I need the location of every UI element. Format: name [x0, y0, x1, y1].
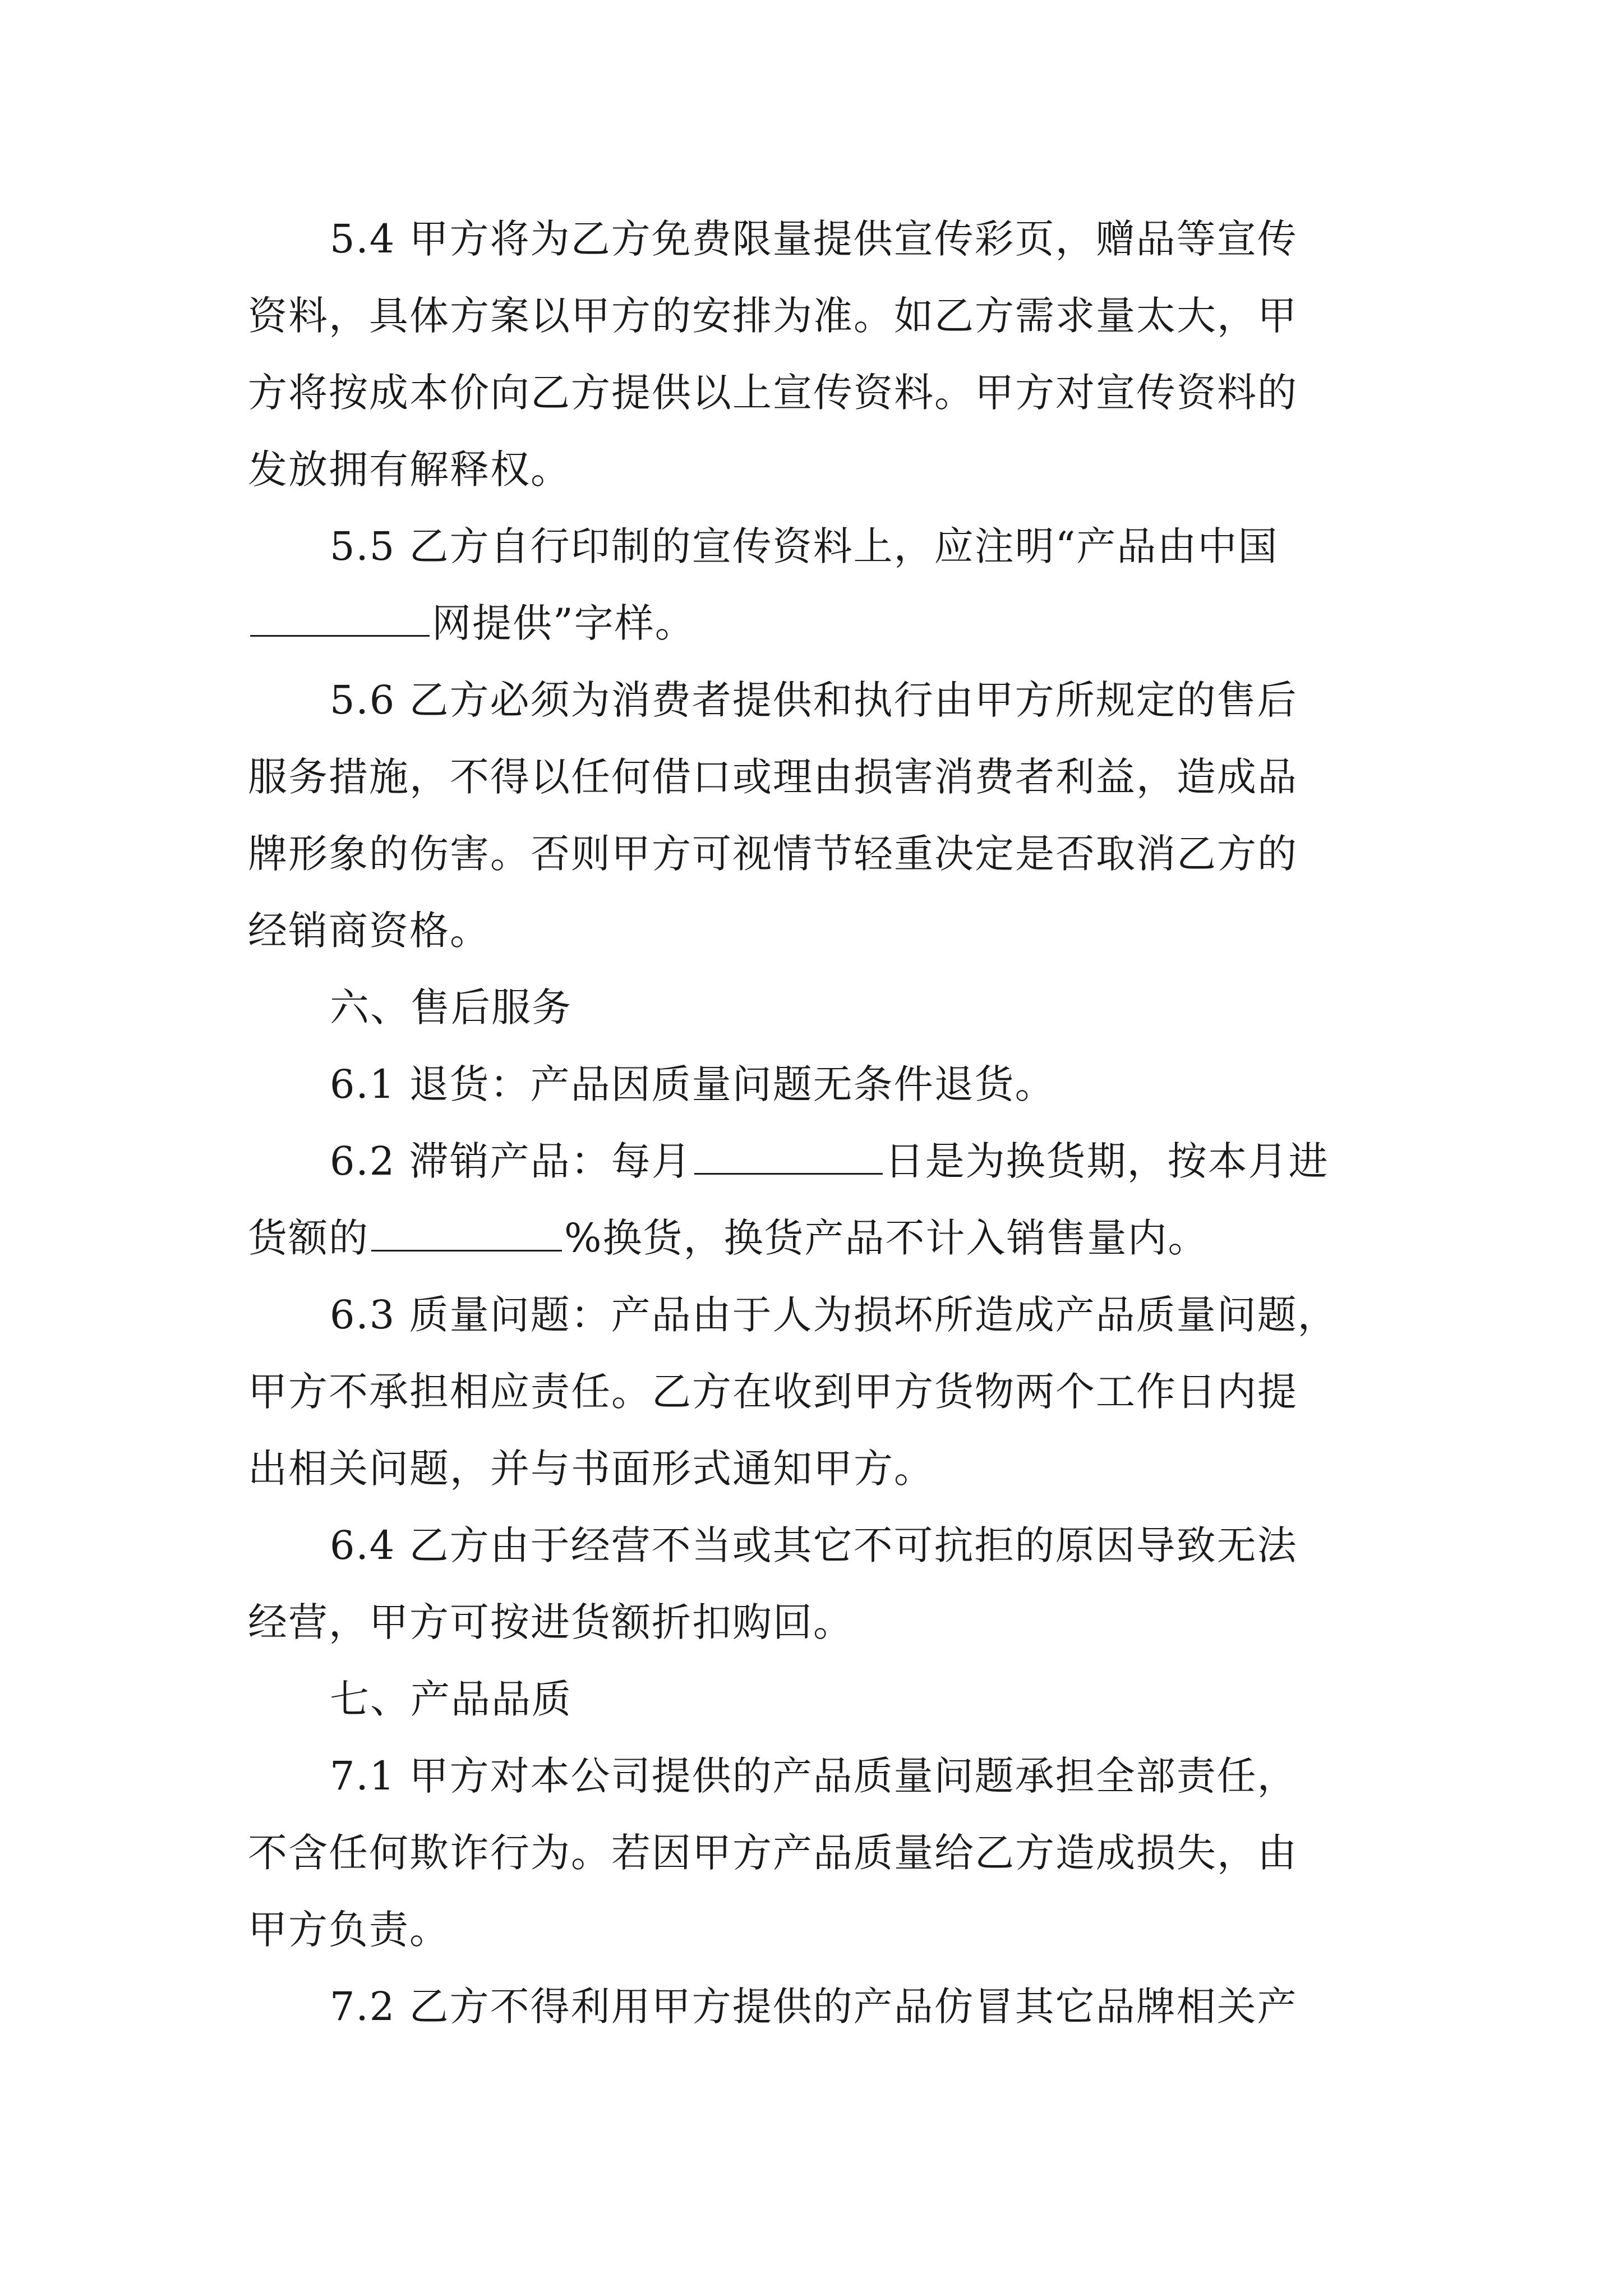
paragraph-5-6-line-3: 牌形象的伤害。否则甲方可视情节轻重决定是否取消乙方的: [248, 831, 1298, 877]
paragraph-5-4-line-1: 5.4 甲方将为乙方免费限量提供宣传彩页，赠品等宣传: [330, 216, 1298, 262]
paragraph-6-2-line-2-before-blank: 货额的: [248, 1215, 369, 1261]
paragraph-5-5-text-after-blank: 网提供”字样。: [432, 600, 695, 646]
paragraph-7-2-line-1: 7.2 乙方不得利用甲方提供的产品仿冒其它品牌相关产: [330, 1984, 1298, 2030]
paragraph-6-2-line-2: [248, 1200, 1375, 1277]
paragraph-7-1-line-2: 不含任何欺诈行为。若因甲方产品质量给乙方造成损失，由: [248, 1830, 1298, 1876]
paragraph-5-6-line-4: 经销商资格。: [248, 908, 490, 954]
paragraph-6-4-line-2: 经营，甲方可按进货额折扣购回。: [248, 1599, 854, 1645]
paragraph-6-1: 6.1 退货：产品因质量问题无条件退货。: [330, 1061, 1055, 1107]
paragraph-6-3-line-2: 甲方不承担相应责任。乙方在收到甲方货物两个工作日内提: [248, 1369, 1298, 1415]
paragraph-5-6-line-1: 5.6 乙方必须为消费者提供和执行由甲方所规定的售后: [330, 677, 1298, 723]
paragraph-6-2-text-after-blank: 日是为换货期，按本月进: [884, 1138, 1329, 1184]
fill-in-blank-network-name: [250, 596, 430, 637]
paragraph-5-6-line-2: 服务措施，不得以任何借口或理由损害消费者利益，造成品: [248, 754, 1298, 800]
paragraph-6-3-line-1: 6.3 质量问题：产品由于人为损坏所造成产品质量问题，: [330, 1292, 1338, 1338]
document-body: [248, 201, 1375, 2045]
section-7-heading: 七、产品品质: [330, 1676, 572, 1722]
fill-in-blank-exchange-percent: [371, 1211, 562, 1251]
paragraph-6-2-text-before-blank: 6.2 滞销产品：每月: [330, 1138, 692, 1184]
paragraph-5-5-line-2: [248, 585, 1375, 662]
paragraph-6-2-line-1: [248, 1123, 1375, 1200]
section-6-heading: 六、售后服务: [330, 984, 572, 1030]
paragraph-7-1-line-1: 7.1 甲方对本公司提供的产品质量问题承担全部责任，: [330, 1753, 1298, 1799]
paragraph-5-5-line-1: 5.5 乙方自行印制的宣传资料上，应注明“产品由中国: [330, 523, 1279, 569]
paragraph-5-4-line-3: 方将按成本价向乙方提供以上宣传资料。甲方对宣传资料的: [248, 370, 1298, 416]
paragraph-5-4-line-2: 资料，具体方案以甲方的安排为准。如乙方需求量太大，甲: [248, 293, 1298, 339]
paragraph-6-3-line-3: 出相关问题，并与书面形式通知甲方。: [248, 1446, 934, 1492]
paragraph-6-2-line-2-after-blank: %换货，换货产品不计入销售量内。: [564, 1215, 1209, 1261]
paragraph-7-1-line-3: 甲方负责。: [248, 1907, 450, 1953]
paragraph-6-4-line-1: 6.4 乙方由于经营不当或其它不可抗拒的原因导致无法: [330, 1522, 1298, 1568]
paragraph-5-4-line-4: 发放拥有解释权。: [248, 447, 571, 493]
fill-in-blank-exchange-day: [694, 1134, 883, 1175]
